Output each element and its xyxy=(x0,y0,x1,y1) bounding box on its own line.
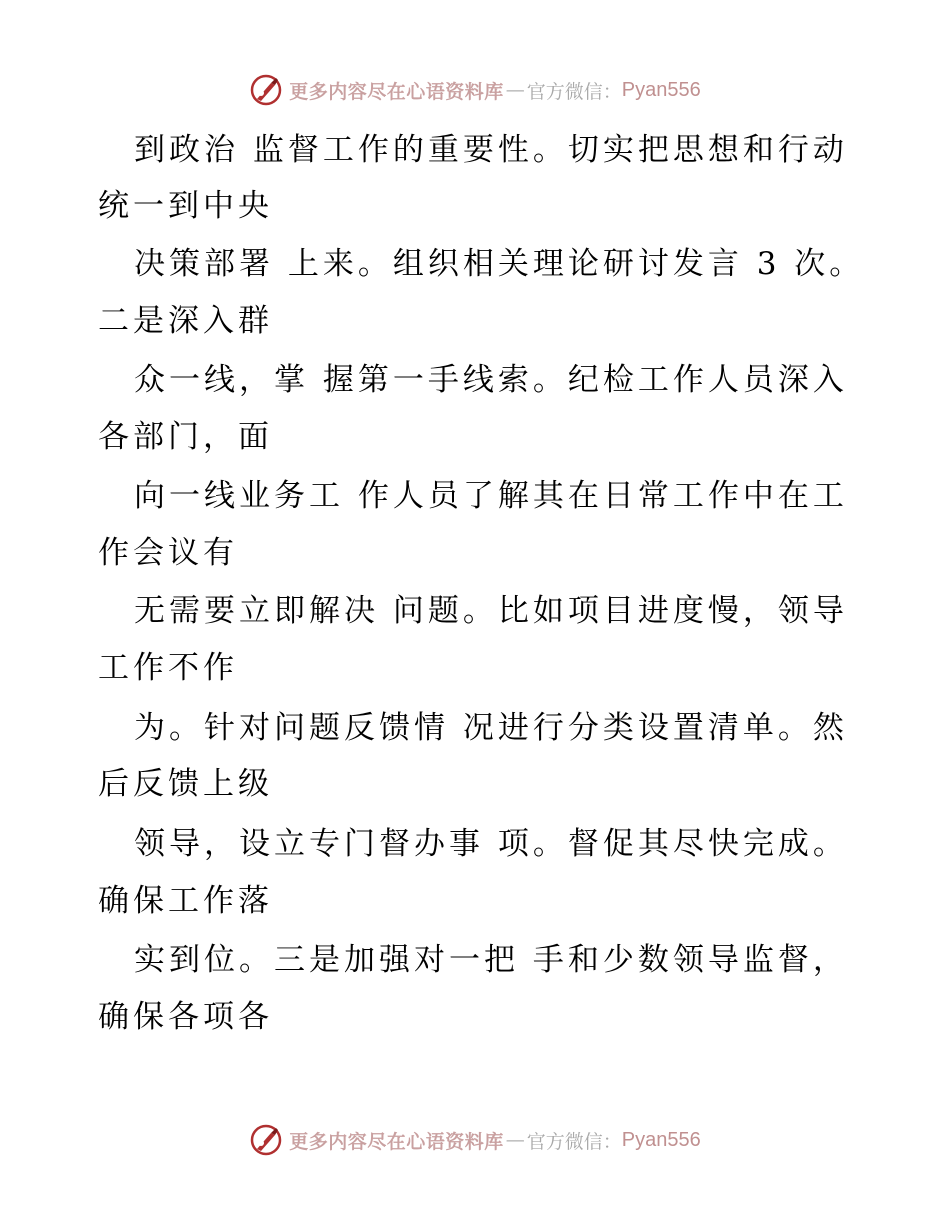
text-line: 后反馈上级 xyxy=(98,766,273,802)
footer-separator: — xyxy=(505,1129,525,1151)
pen-logo-icon xyxy=(249,1123,283,1157)
text-line: 统一到中央 xyxy=(98,188,273,224)
text-line: 作会议有 xyxy=(98,535,238,571)
header-wechat-id: Pyan556 xyxy=(621,78,701,101)
footer-banner xyxy=(0,1120,950,1160)
header-banner xyxy=(0,70,950,110)
text-line: 决策部署 上来。组织相关理论研讨发言 3 次。 xyxy=(134,246,865,282)
text-line: 实到位。三是加强对一把 手和少数领导监督， xyxy=(134,942,848,978)
text-line: 无需要立即解决 问题。比如项目进度慢，领导 xyxy=(134,593,848,629)
text-line: 领导，设立专门督办事 项。督促其尽快完成。 xyxy=(134,826,848,862)
text-line: 向一线业务工 作人员了解其在日常工作中在工 xyxy=(134,478,848,514)
header-text: 更多内容尽在心语资料库 xyxy=(289,80,504,103)
text-line: 到政治 监督工作的重要性。切实把思想和行动 xyxy=(134,132,848,168)
footer-text: 更多内容尽在心语资料库 xyxy=(289,1130,504,1153)
text-line: 二是深入群 xyxy=(98,303,273,339)
footer-wechat-id: Pyan556 xyxy=(621,1128,701,1151)
header-wechat-label: 官方微信： xyxy=(526,80,622,103)
text-line: 众一线，掌 握第一手线索。纪检工作人员深入 xyxy=(134,362,848,398)
text-line: 为。针对问题反馈情 况进行分类设置清单。然 xyxy=(134,710,848,746)
text-line: 确保各项各 xyxy=(98,999,273,1035)
text-line: 各部门，面 xyxy=(98,419,273,455)
header-separator: — xyxy=(505,79,525,101)
text-line: 确保工作落 xyxy=(98,883,273,919)
text-line: 工作不作 xyxy=(98,650,238,686)
footer-wechat-label: 官方微信： xyxy=(526,1130,622,1153)
pen-logo-icon xyxy=(249,73,283,107)
